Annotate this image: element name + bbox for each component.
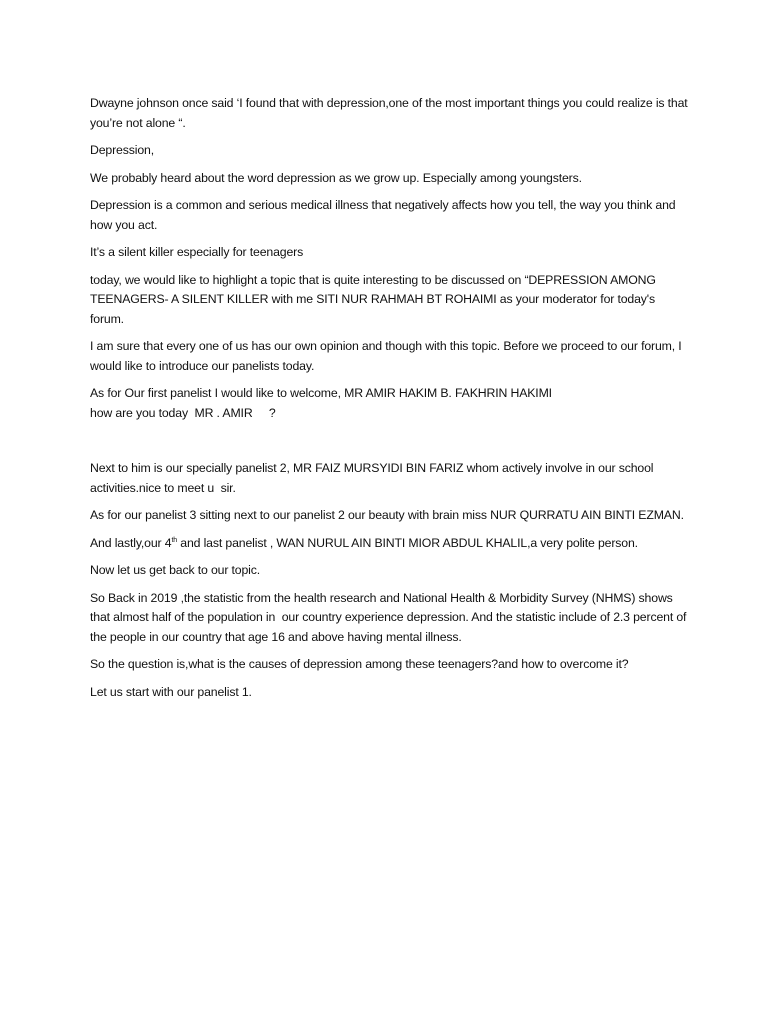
paragraph: We probably heard about the word depression as we grow up. Especially among youngsters. [90, 170, 582, 185]
panelist-4-text-after: and last panelist , WAN NURUL AIN BINTI MIOR ABDUL KHALIL,a very polite person. [177, 535, 638, 550]
paragraph: today, we would like to highlight a topic that is quite interesting to be discussed on “DEPRESSION AMONG TEENAGERS- A SILENT KILLER with me SITI NUR RAHMAH BT ROHAIMI as your moderator for today's forum. [90, 272, 659, 326]
quote-paragraph: Dwayne johnson once said ‘I found that with depression,one of the most important things you could realize is that you’re not alone “. [90, 96, 691, 130]
panelist-4-intro [90, 534, 690, 554]
panelist-3-intro: As for our panelist 3 sitting next to our panelist 2 our beauty with brain miss NUR QURRATU AIN BINTI EZMAN. [90, 508, 684, 522]
paragraph: Depression is a common and serious medical illness that negatively affects how you tell, the way you think and how you act. [90, 198, 679, 232]
panelist-1-intro: As for Our first panelist I would like to welcome, MR AMIR HAKIM B. FAKHRIN HAKIMI [90, 386, 552, 400]
statistics-paragraph: So Back in 2019 ,the statistic from the health research and National Health & Morbidity Survey (NHMS) shows that almost half of the population in our country experience depression. And the statistic include of 2.3 percent of the people in our country that age 16 and above having mental illness. [90, 590, 690, 644]
paragraph: It’s a silent killer especially for teenagers [90, 245, 304, 259]
closing-paragraph: Let us start with our panelist 1. [90, 684, 252, 699]
paragraph: I am sure that every one of us has our own opinion and though with this topic. Before we proceed to our forum, I would like to introduce our panelists today. [90, 339, 685, 373]
panelist-1-greeting: how are you today MR . AMIR ? [90, 405, 276, 420]
paragraph: Now let us get back to our topic. [90, 563, 261, 577]
document-body [90, 94, 690, 710]
panelist-2-intro: Next to him is our specially panelist 2, MR FAIZ MURSYIDI BIN FARIZ whom actively involve in our school activities.nice to meet u sir. [90, 461, 657, 495]
ordinal-superscript: th [171, 536, 177, 544]
panelist-4-text-before: And lastly,our 4 [90, 535, 172, 550]
topic-heading: Depression, [90, 143, 154, 157]
question-paragraph: So the question is,what is the causes of depression among these teenagers?and how to overcome it? [90, 657, 629, 671]
